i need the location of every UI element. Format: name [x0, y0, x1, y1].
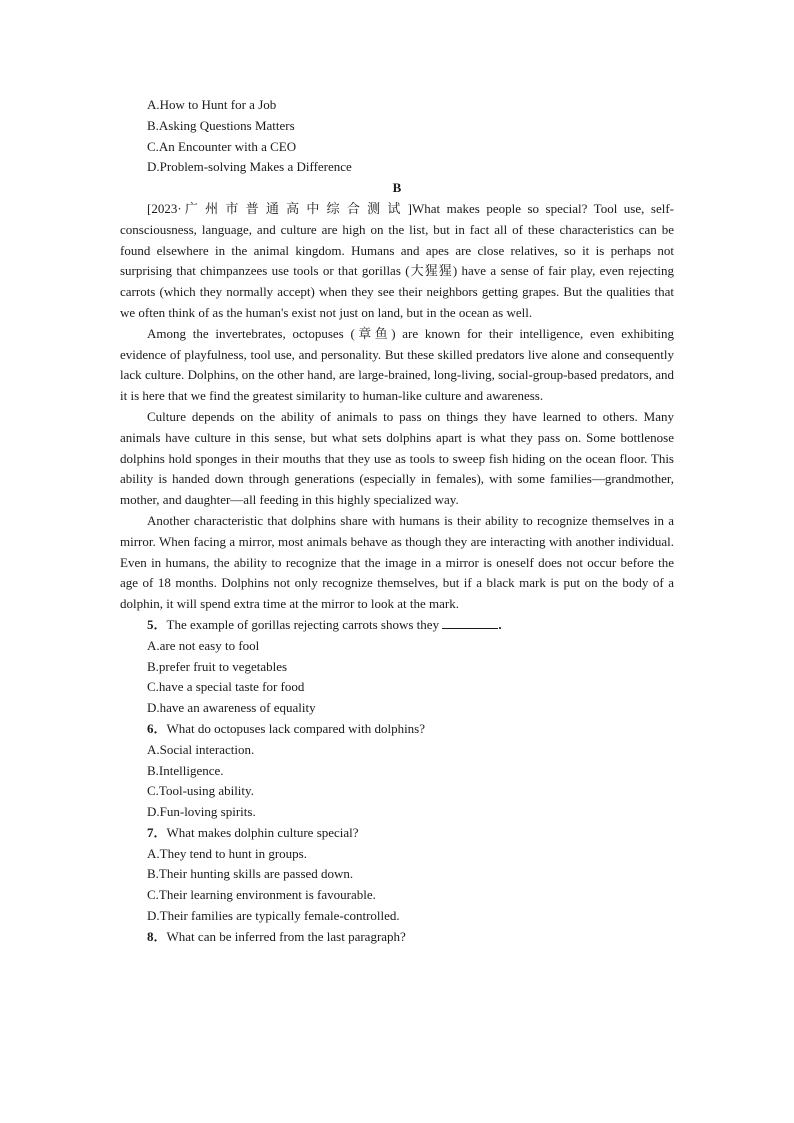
prev-option-d: D.Problem-solving Makes a Difference	[147, 159, 352, 175]
question-6-text: What do octopuses lack compared with dolphins?	[166, 720, 426, 736]
q5-option-b: B.prefer fruit to vegetables	[147, 658, 288, 674]
q6-option-c: C.Tool-using ability.	[147, 783, 254, 799]
question-7-text: What makes dolphin culture special?	[166, 824, 359, 840]
passage-paragraph-4: Another characteristic that dolphins share with humans is their ability to recognize themselves in a mirror. When facing a mirror, most animals behave as though they are interacting with another individual. Even in humans, the ability to recognize that the image in a mirror is oneself does not occur before the age of 18 months. Dolphins not only recognize themselves, but if a black mark is put on the body of a dolphin, it will spend extra time at the mirror to look at the mark.	[120, 512, 674, 612]
paragraph-1-text: What makes people so special? Tool use, self-consciousness, language, and culture are high on the list, but in fact all of these characteristics can be found elsewhere in the animal kingdom. Humans and apes are close relatives, so it is perhaps not surprising that chimpanzees use tools or that gorillas (大猩猩) have a sense of fair play, even rejecting carrots (which they normally accept) when they see their neighbors getting grapes. But the qualities that we often think of as the human's exist not just on land, but in the ocean as well.	[120, 200, 674, 320]
question-6-number: 6．	[147, 720, 167, 736]
answer-blank	[442, 616, 498, 629]
source-open: [2023·	[147, 200, 182, 216]
q5-option-c: C.have a special taste for food	[147, 679, 305, 695]
question-8-text: What can be inferred from the last paragraph?	[166, 928, 406, 944]
q5-option-a: A.are not easy to fool	[147, 637, 260, 653]
prev-option-a: A.How to Hunt for a Job	[147, 97, 277, 112]
passage-paragraph-2: Among the invertebrates, octopuses (章鱼) are known for their intelligence, even exhibiting evidence of playfulness, tool use, and personality. But these skilled predators live alone and consequently lack culture. Dolphins, on the other hand, are large-brained, long-living, social-group-based predators, and it is here that we find the greatest similarity to human-like culture and awareness.	[120, 325, 674, 404]
q5-option-d: D.have an awareness of equality	[147, 700, 316, 716]
q7-option-b: B.Their hunting skills are passed down.	[147, 866, 354, 882]
source-name: 广州市普通高中综合测试	[181, 200, 408, 216]
source-close: ]	[407, 200, 412, 216]
q7-option-c: C.Their learning environment is favourable.	[147, 887, 376, 903]
question-5-suffix: .	[498, 616, 502, 632]
question-8	[120, 927, 674, 948]
question-7-number: 7．	[147, 824, 167, 840]
passage-paragraph-1	[120, 199, 674, 324]
passage-paragraph-3: Culture depends on the ability of animals to pass on things they have learned to others. Many animals have culture in this sense, but what sets dolphins apart is what they pass on. Some bottlenose dolphins hold sponges in their mouths that they use as tools to sweep fish hiding on the ocean floor. This ability is handed down through generations (especially in females), with some families—grandmother, mother, and daughter—all feeding in this highly specialized way.	[120, 408, 674, 508]
q6-option-a: A.Social interaction.	[147, 741, 255, 757]
question-8-number: 8．	[147, 928, 167, 944]
document-page	[120, 95, 674, 948]
q7-option-d: D.Their families are typically female-controlled.	[147, 908, 400, 924]
q6-option-d: D.Fun-loving spirits.	[147, 804, 256, 820]
question-5-text: The example of gorillas rejecting carrots shows they	[166, 616, 440, 632]
prev-option-c: C.An Encounter with a CEO	[147, 138, 297, 154]
prev-option-b: B.Asking Questions Matters	[147, 117, 295, 133]
question-7	[120, 823, 674, 844]
q6-option-b: B.Intelligence.	[147, 762, 224, 778]
section-label: B	[392, 180, 402, 196]
question-5-number: 5．	[147, 616, 167, 632]
q7-option-a: A.They tend to hunt in groups.	[147, 845, 307, 861]
question-6	[120, 719, 674, 740]
question-5	[120, 615, 674, 636]
